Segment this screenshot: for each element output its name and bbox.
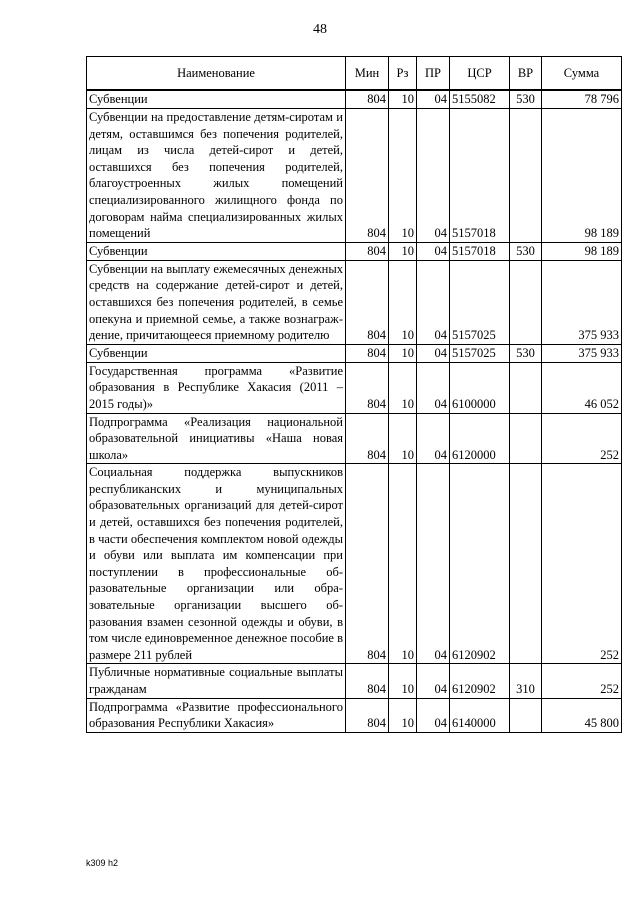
- row-csr: 6140000: [450, 698, 510, 732]
- row-min: 804: [346, 260, 389, 344]
- row-sum: 78 796: [542, 90, 622, 109]
- row-csr: 6120902: [450, 664, 510, 698]
- row-sum: 375 933: [542, 260, 622, 344]
- header-pr: ПР: [417, 57, 450, 91]
- row-rz: 10: [389, 664, 417, 698]
- row-pr: 04: [417, 413, 450, 464]
- row-rz: 10: [389, 698, 417, 732]
- row-min: 804: [346, 242, 389, 260]
- row-sum: 375 933: [542, 344, 622, 362]
- row-vr: 530: [510, 242, 542, 260]
- row-rz: 10: [389, 413, 417, 464]
- header-vr: ВР: [510, 57, 542, 91]
- header-rz: Рз: [389, 57, 417, 91]
- row-min: 804: [346, 413, 389, 464]
- row-min: 804: [346, 464, 389, 664]
- row-name: Субвенции на предоставление детям-сиротам и детям, оставшимся без попечения родителей, лицам из числа детей-сирот и детей, оставшихся без попечения родителей, благоустроенных жилых помещений специализированного жилищного фонда по договорам найма специализированных жилых помещений: [87, 109, 346, 243]
- row-pr: 04: [417, 664, 450, 698]
- row-name: Подпрограмма «Реализация национальной образовательной инициативы «Наша новая школа»: [87, 413, 346, 464]
- row-name: Публичные нормативные социальные выплаты гражданам: [87, 664, 346, 698]
- row-pr: 04: [417, 109, 450, 243]
- row-pr: 04: [417, 90, 450, 109]
- row-name: Подпрограмма «Развитие профессионального образования Республики Хакасия»: [87, 698, 346, 732]
- page-number: 48: [313, 22, 327, 37]
- header-csr: ЦСР: [450, 57, 510, 91]
- row-vr: [510, 413, 542, 464]
- row-pr: 04: [417, 698, 450, 732]
- row-sum: 46 052: [542, 362, 622, 413]
- table-row: [87, 698, 622, 732]
- row-csr: 5157025: [450, 260, 510, 344]
- table-row: [87, 362, 622, 413]
- row-sum: 252: [542, 664, 622, 698]
- row-sum: 252: [542, 413, 622, 464]
- row-vr: [510, 260, 542, 344]
- row-vr: [510, 698, 542, 732]
- row-csr: 5155082: [450, 90, 510, 109]
- row-vr: [510, 362, 542, 413]
- row-csr: 5157018: [450, 242, 510, 260]
- header-sum: Сумма: [542, 57, 622, 91]
- row-name: Субвенции на выплату ежемесячных денежных средств на содержание детей-сирот и детей, оставшихся без попечения родителей, в семье опекуна и приемной семье, а также вознаграждение, причитающееся приемному родителю: [87, 260, 346, 344]
- table-row: [87, 464, 622, 664]
- row-csr: 6120000: [450, 413, 510, 464]
- row-rz: 10: [389, 362, 417, 413]
- row-name: Социальная поддержка выпускников республиканских и муниципальных образовательных организаций для детей-сирот и детей, оставшихся без попечения родителей, в части обеспечения комплектом новой одежды и обуви или выплата им компенсации при поступлении в профессиональные образовательные организации или образовательные организации высшего образования взамен сезонной одежды и обуви, в том числе единовременное денежное пособие в размере 211 рублей: [87, 464, 346, 664]
- row-pr: 04: [417, 464, 450, 664]
- table-row: [87, 260, 622, 344]
- table-row: [87, 242, 622, 260]
- row-name: Государственная программа «Развитие образования в Республике Хакасия (2011 – 2015 годы)»: [87, 362, 346, 413]
- header-min: Мин: [346, 57, 389, 91]
- row-rz: 10: [389, 109, 417, 243]
- row-name: Субвенции: [87, 90, 346, 109]
- table-row: [87, 90, 622, 109]
- row-rz: 10: [389, 464, 417, 664]
- row-sum: 98 189: [542, 242, 622, 260]
- table-row: [87, 109, 622, 243]
- row-min: 804: [346, 109, 389, 243]
- header-name: Наименование: [87, 57, 346, 91]
- row-rz: 10: [389, 242, 417, 260]
- row-vr: [510, 464, 542, 664]
- row-vr: 530: [510, 344, 542, 362]
- table-row: [87, 413, 622, 464]
- table-row: [87, 664, 622, 698]
- row-name: Субвенции: [87, 242, 346, 260]
- row-min: 804: [346, 664, 389, 698]
- row-pr: 04: [417, 242, 450, 260]
- row-sum: 45 800: [542, 698, 622, 732]
- row-rz: 10: [389, 260, 417, 344]
- row-min: 804: [346, 90, 389, 109]
- row-csr: 6120902: [450, 464, 510, 664]
- footer-code: k309 h2: [86, 858, 119, 868]
- row-min: 804: [346, 698, 389, 732]
- row-name: Субвенции: [87, 344, 346, 362]
- row-vr: 310: [510, 664, 542, 698]
- row-vr: [510, 109, 542, 243]
- row-min: 804: [346, 344, 389, 362]
- row-min: 804: [346, 362, 389, 413]
- table-row: [87, 344, 622, 362]
- row-pr: 04: [417, 362, 450, 413]
- row-sum: 252: [542, 464, 622, 664]
- row-rz: 10: [389, 344, 417, 362]
- row-rz: 10: [389, 90, 417, 109]
- row-sum: 98 189: [542, 109, 622, 243]
- row-csr: 5157018: [450, 109, 510, 243]
- budget-table: [86, 56, 622, 733]
- row-vr: 530: [510, 90, 542, 109]
- row-pr: 04: [417, 344, 450, 362]
- row-csr: 6100000: [450, 362, 510, 413]
- row-pr: 04: [417, 260, 450, 344]
- row-csr: 5157025: [450, 344, 510, 362]
- table-header-row: [87, 57, 622, 91]
